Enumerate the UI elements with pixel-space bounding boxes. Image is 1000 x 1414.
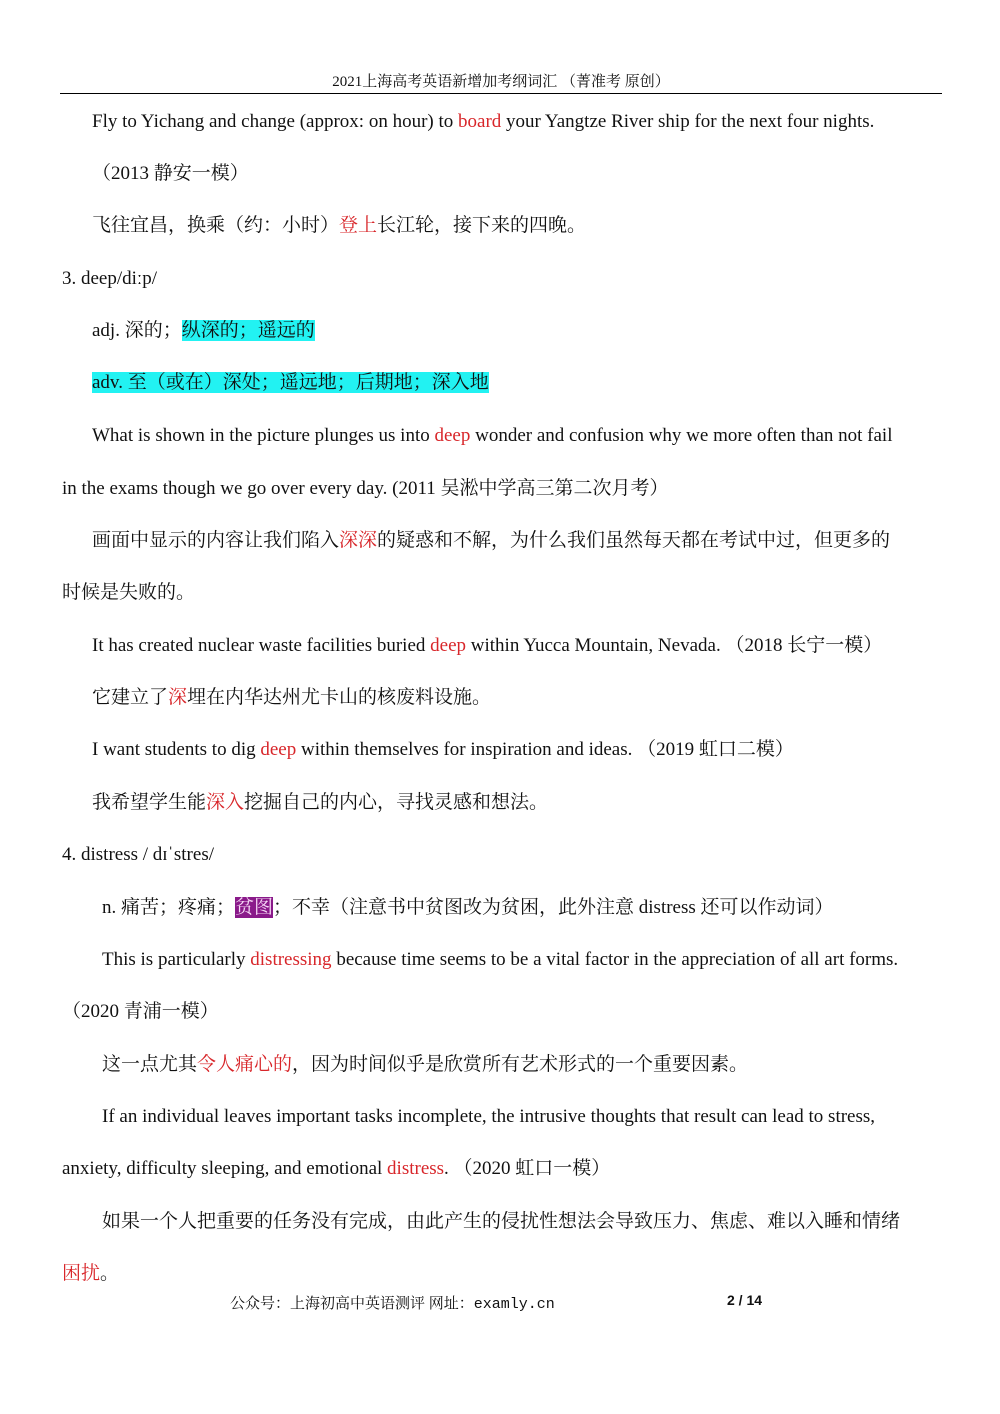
- deep-adj-definition: adj. 深的；纵深的；遥远的: [92, 320, 315, 341]
- distress-example-1-source: （2020 青浦一模）: [62, 1001, 219, 1022]
- deep-example-1-zh-cont: 时候是失败的。: [62, 582, 196, 603]
- deep-example-1-en: What is shown in the picture plunges us into deep wonder and confusion why we more often than not fail: [92, 425, 893, 446]
- distress-example-2-en: If an individual leaves important tasks incomplete, the intrusive thoughts that result can lead to stress,: [102, 1106, 876, 1127]
- board-example-en: Fly to Yichang and change (approx: on hour) to board your Yangtze River ship for the next four nights.: [92, 111, 875, 132]
- deep-example-3-zh: 我希望学生能深入挖掘自己的内心，寻找灵感和想法。: [92, 792, 549, 813]
- distress-example-2-zh-cont: 困扰。: [62, 1263, 120, 1284]
- distress-example-1-en: This is particularly distressing because time seems to be a vital factor in the appreciation of all art forms.: [102, 949, 899, 970]
- page-number: 2 / 14: [727, 1292, 763, 1308]
- deep-adv-definition: adv. 至（或在）深处；遥远地；后期地；深入地: [92, 372, 489, 393]
- board-example-zh: 飞往宜昌，换乘（约：小时）登上长江轮，接下来的四晚。: [92, 215, 587, 236]
- entry-deep-heading: 3. deep/diːp/: [62, 268, 157, 289]
- distress-example-2-zh: 如果一个人把重要的任务没有完成，由此产生的侵扰性想法会导致压力、焦虑、难以入睡和情绪: [102, 1211, 901, 1232]
- deep-example-3-en: I want students to dig deep within themselves for inspiration and ideas. （2019 虹口二模）: [92, 739, 794, 760]
- page-header: 2021上海高考英语新增加考纲词汇 （菁准考 原创）: [332, 74, 670, 90]
- board-example-source: （2013 静安一模）: [92, 163, 249, 184]
- distress-example-1-zh: 这一点尤其令人痛心的，因为时间似乎是欣赏所有艺术形式的一个重要因素。: [102, 1054, 749, 1075]
- deep-example-2-zh: 它建立了深埋在内华达州尤卡山的核废料设施。: [92, 687, 492, 708]
- deep-example-1-zh: 画面中显示的内容让我们陷入深深的疑惑和不解，为什么我们虽然每天都在考试中过，但更多的: [92, 530, 891, 551]
- footer-url[interactable]: examly.cn: [473, 1296, 555, 1313]
- entry-distress-heading: 4. distress / dɪˈstres/: [62, 844, 214, 865]
- footer-info: 公众号：上海初高中英语测评 网址：examly.cn: [230, 1296, 555, 1313]
- distress-noun-definition: n. 痛苦；疼痛；贫图；不幸（注意书中贫图改为贫困，此外注意 distress 还可以作动词）: [102, 897, 834, 918]
- header-divider: [60, 93, 942, 94]
- deep-example-1-en-cont: in the exams though we go over every day. (2011 吴淞中学高三第二次月考）: [62, 478, 669, 499]
- distress-example-2-en-cont: anxiety, difficulty sleeping, and emotional distress. （2020 虹口一模）: [62, 1158, 611, 1179]
- deep-example-2-en: It has created nuclear waste facilities buried deep within Yucca Mountain, Nevada. （2018 长宁一模）: [92, 635, 883, 656]
